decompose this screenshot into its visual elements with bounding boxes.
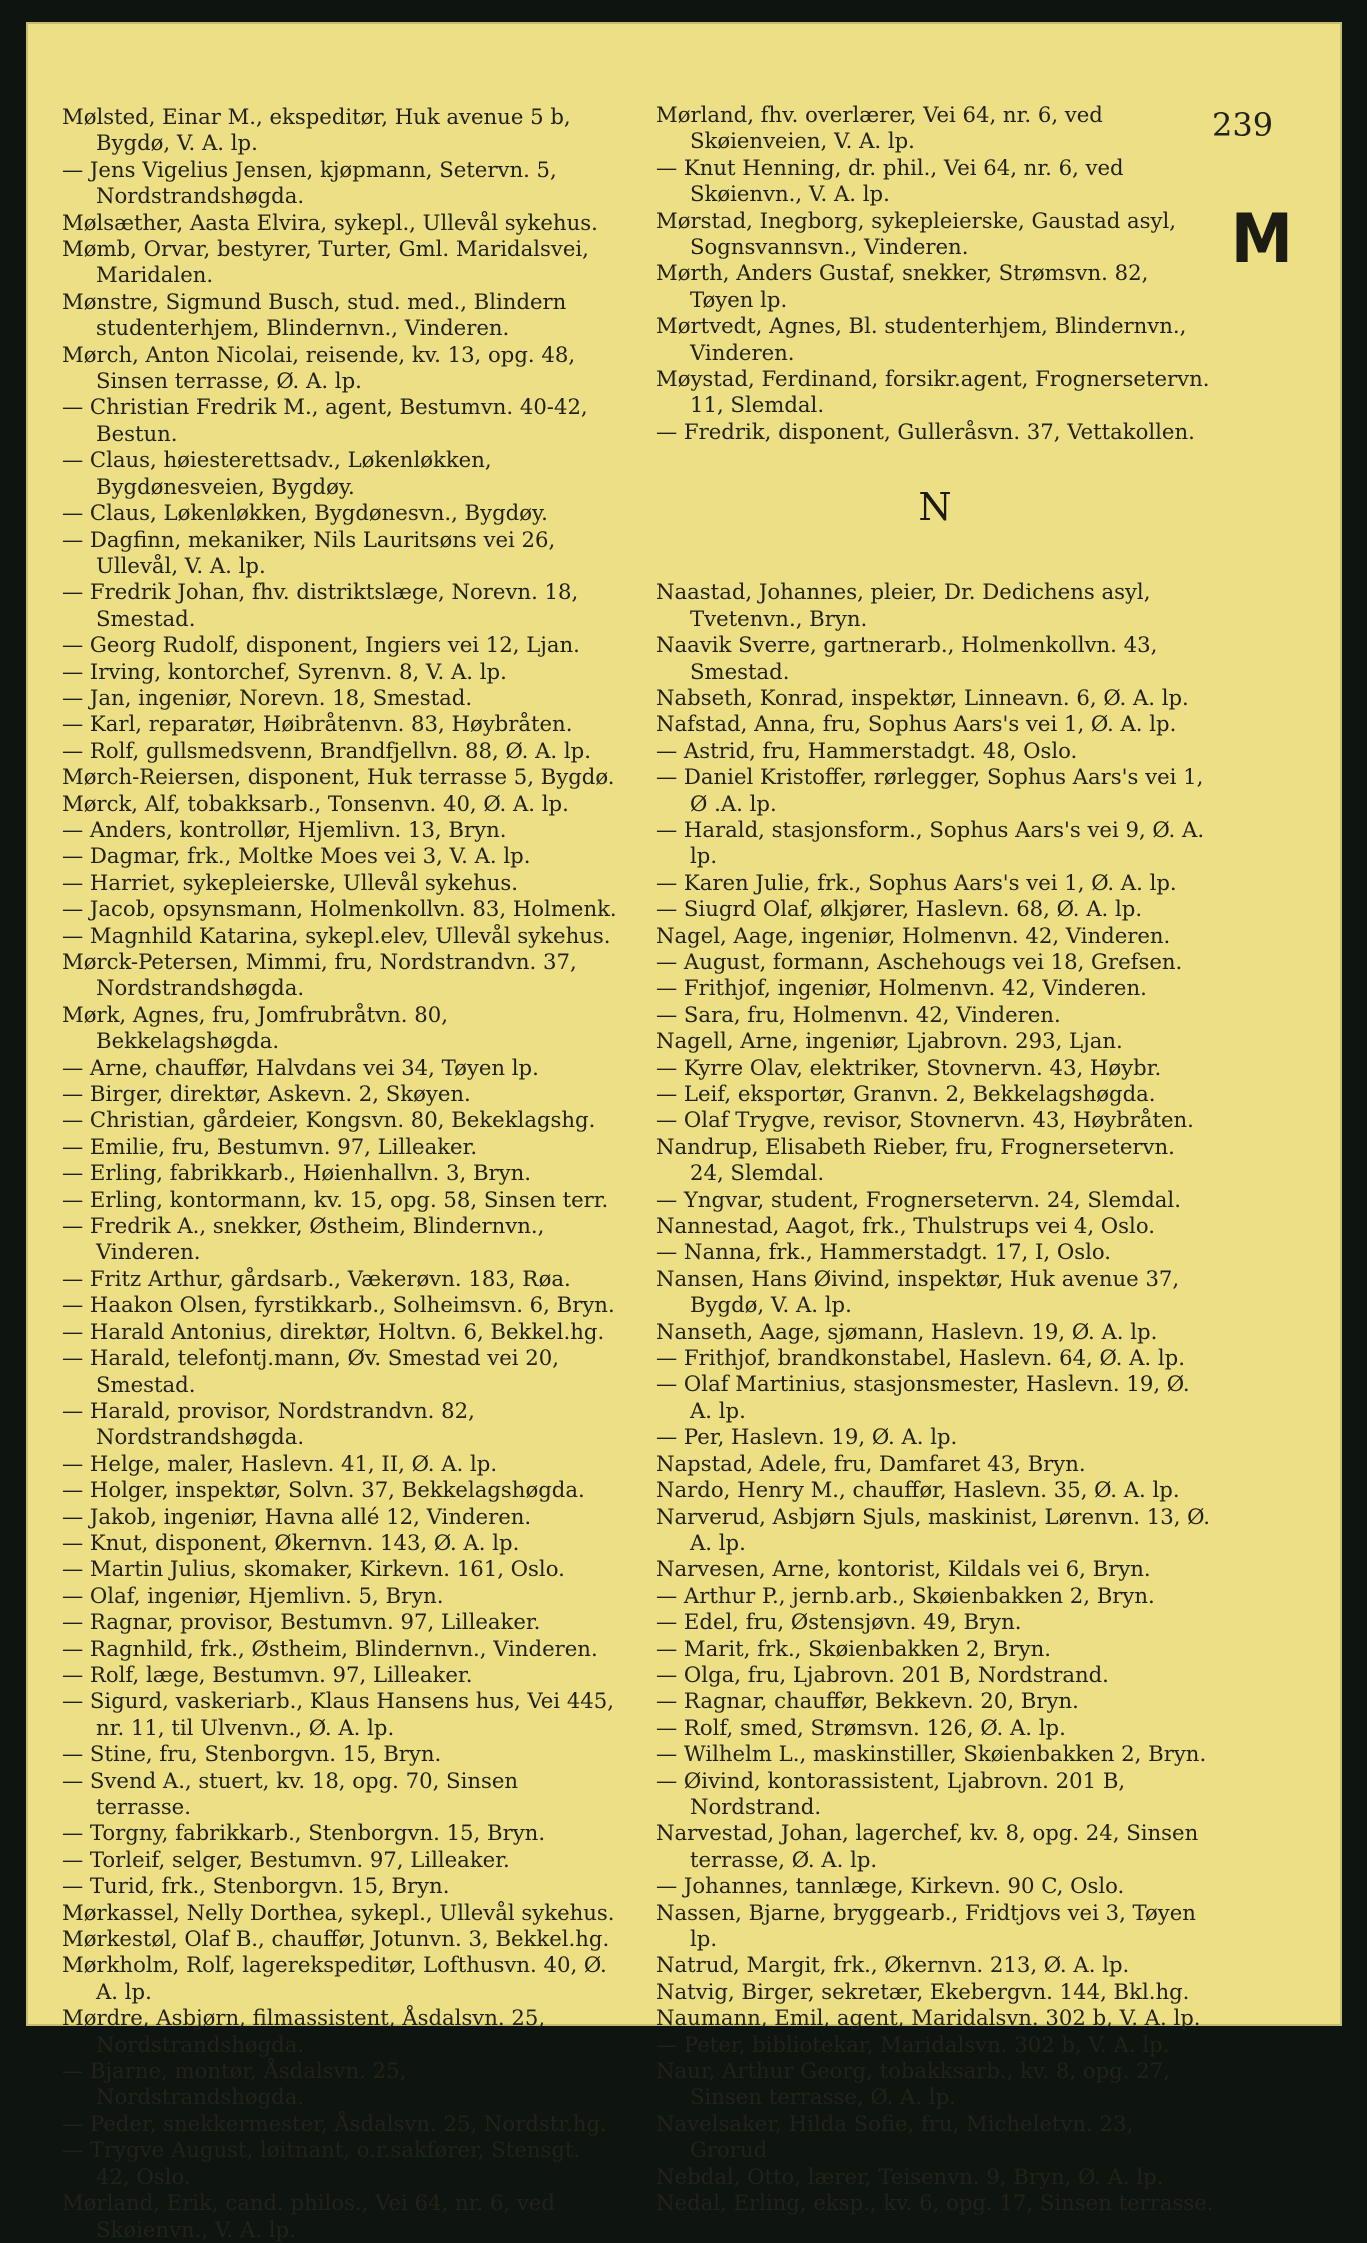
directory-entry: — Fredrik A., snekker, Østheim, Blindernvn., Vinderen. (62, 1213, 545, 1265)
directory-entry: — Leif, eksportør, Granvn. 2, Bekkelagshøgda. (656, 1081, 1156, 1106)
directory-entry: Mørch, Anton Nicolai, reisende, kv. 13, opg. 48, Sinsen terrasse, Ø. A. lp. (62, 341, 576, 394)
directory-entry: — Johannes, tannlæge, Kirkevn. 90 C, Oslo. (656, 1873, 1125, 1899)
directory-entry: Naumann, Emil, agent, Maridalsvn. 302 b, V. A. lp. (656, 2005, 1201, 2031)
directory-entry: — Erling, kontormann, kv. 15, opg. 58, Sinsen terr. (62, 1186, 609, 1212)
directory-entry: — Arne, chauffør, Halvdans vei 34, Tøyen lp. (62, 1054, 539, 1080)
directory-entry: Narverud, Asbjørn Sjuls, maskinist, Lørenvn. 13, Ø. A. lp. (656, 1503, 1211, 1555)
directory-entry: — Anders, kontrollør, Hjemlivn. 13, Bryn. (62, 816, 507, 842)
directory-entry: — Marit, frk., Skøienbakken 2, Bryn. (656, 1635, 1052, 1661)
directory-entry: Mørdre, Asbjørn, filmassistent, Åsdalsvn. 25, Nordstrandshøgda. (62, 2005, 546, 2057)
directory-entry: — Svend A., stuert, kv. 18, opg. 70, Sinsen terrasse. (62, 1767, 519, 1819)
directory-entry: — Fritz Arthur, gårdsarb., Vækerøvn. 183, Røa. (62, 1265, 571, 1291)
directory-entry: — Nanna, frk., Hammerstadgt. 17, I, Oslo. (656, 1239, 1111, 1265)
directory-entry: Mørth, Anders Gustaf, snekker, Strømsvn. 82, Tøyen lp. (656, 260, 1149, 312)
directory-entry: — Frithjof, ingeniør, Holmenvn. 42, Vinderen. (656, 975, 1147, 1001)
directory-entry: — Erling, fabrikkarb., Høienhallvn. 3, Bryn. (62, 1160, 532, 1186)
directory-entry: Narvestad, Johan, lagerchef, kv. 8, opg. 24, Sinsen terrasse, Ø. A. lp. (656, 1820, 1199, 1872)
directory-entry: Mørck, Alf, tobakksarb., Tonsenvn. 40, Ø. A. lp. (62, 790, 569, 816)
directory-entry: Natrud, Margit, frk., Økernvn. 213, Ø. A. lp. (656, 1952, 1130, 1978)
directory-entry: — Fredrik, disponent, Gulleråsvn. 37, Vettakollen. (656, 418, 1195, 444)
directory-entry: Mørk, Agnes, fru, Jomfrubråtvn. 80, Bekkelagshøgda. (62, 1001, 448, 1054)
directory-entry: Nafstad, Anna, fru, Sophus Aars's vei 1, Ø. A. lp. (656, 711, 1177, 737)
directory-entry: — Sigurd, vaskeriarb., Klaus Hansens hus, Vei 445, nr. 11, til Ulvenvn., Ø. A. lp. (62, 1688, 614, 1740)
directory-entry: — Georg Rudolf, disponent, Ingiers vei 12, Ljan. (62, 632, 580, 658)
directory-entry: — Torgny, fabrikkarb., Stenborgvn. 15, Bryn. (62, 1820, 546, 1846)
directory-entry: Mønstre, Sigmund Busch, stud. med., Blindern studenterhjem, Blindernvn., Vinderen. (62, 288, 567, 341)
directory-entry: — Harald Antonius, direktør, Holtvn. 6, Bekkel.hg. (62, 1318, 605, 1344)
directory-entry: Mørland, Erik, cand. philos., Vei 64, nr. 6, ved Skøienvn., V. A. lp. (62, 2190, 555, 2242)
right-column-m-entries (656, 102, 1214, 445)
directory-entry: Nassen, Bjarne, bryggearb., Fridtjovs vei 3, Tøyen lp. (656, 1899, 1196, 1951)
directory-entry: — Øivind, kontorassistent, Ljabrovn. 201 B, Nordstrand. (656, 1767, 1126, 1819)
directory-entry: — Christian Fredrik M., agent, Bestumvn. 40-42, Bestun. (62, 394, 588, 446)
directory-entry: — Rolf, læge, Bestumvn. 97, Lilleaker. (62, 1661, 473, 1687)
directory-entry: Navelsaker, Hilda Sofie, fru, Micheletvn. 23, Grorud (656, 2110, 1134, 2163)
directory-entry: Mølsæther, Aasta Elvira, sykepl., Ullevål sykehus. (62, 209, 598, 235)
directory-entry: Mørkassel, Nelly Dorthea, sykepl., Ullevål sykehus. (62, 1899, 615, 1925)
directory-entry: — Holger, inspektør, Solvn. 37, Bekkelagshøgda. (62, 1477, 585, 1503)
directory-entry: — Magnhild Katarina, sykepl.elev, Ullevål sykehus. (62, 922, 611, 948)
directory-entry: Nebdal, Otto, lærer, Teisenvn. 9, Bryn, Ø. A. lp. (656, 2163, 1164, 2189)
directory-entry: Mørstad, Inegborg, sykepleierske, Gaustad asyl, Sognsvannsvn., Vinderen. (656, 207, 1176, 260)
directory-entry: — Rolf, gullsmedsvenn, Brandfjellvn. 88, Ø. A. lp. (62, 737, 591, 763)
directory-entry: Naur, Arthur Georg, tobakksarb., kv. 8, opg. 27, Sinsen terrasse, Ø. A. lp. (656, 2058, 1170, 2110)
directory-entry: — Wilhelm L., maskinstiller, Skøienbakken 2, Bryn. (656, 1741, 1207, 1767)
directory-entry: — Knut, disponent, Økernvn. 143, Ø. A. lp. (62, 1529, 520, 1555)
directory-entry: Natvig, Birger, sekretær, Ekebergvn. 144, Bkl.hg. (656, 1978, 1190, 2004)
directory-page (26, 22, 1342, 2242)
right-column-n-entries (656, 579, 1214, 2216)
directory-entry: — Olaf Martinius, stasjonsmester, Haslevn. 19, Ø. A. lp. (656, 1371, 1190, 1423)
directory-entry: — Ragnhild, frk., Østheim, Blindernvn., Vinderen. (62, 1635, 598, 1661)
directory-entry: — Martin Julius, skomaker, Kirkevn. 161, Oslo. (62, 1556, 565, 1582)
directory-entry: Mørland, fhv. overlærer, Vei 64, nr. 6, ved Skøienveien, V. A. lp. (656, 102, 1103, 154)
directory-entry: — Jan, ingeniør, Norevn. 18, Smestad. (62, 684, 473, 710)
directory-entry: — Harald, telefontj.mann, Øv. Smestad vei 20, Smestad. (62, 1345, 559, 1397)
directory-entry: Mørkholm, Rolf, lagerekspeditør, Lofthusvn. 40, Ø. A. lp. (62, 1952, 607, 2004)
directory-entry: Mømb, Orvar, bestyrer, Turter, Gml. Maridalsvei, Maridalen. (62, 236, 589, 288)
directory-entry: Naavik Sverre, gartnerarb., Holmenkollvn. 43, Smestad. (656, 632, 1158, 684)
directory-entry: Narvesen, Arne, kontorist, Kildals vei 6, Bryn. (656, 1556, 1151, 1582)
directory-entry: — Stine, fru, Stenborgvn. 15, Bryn. (62, 1741, 442, 1767)
section-letter-n: N (918, 485, 952, 530)
directory-entry: Nardo, Henry M., chauffør, Haslevn. 35, Ø. A. lp. (656, 1477, 1180, 1503)
directory-entry: — Claus, Løkenløkken, Bygdønesvn., Bygdøy. (62, 500, 548, 526)
directory-entry: — Jacob, opsynsmann, Holmenkollvn. 83, Holmenk. (62, 896, 617, 922)
directory-entry: — Claus, høiesterettsadv., Løkenløkken, Bygdønesveien, Bygdøy. (62, 447, 492, 499)
directory-entry: Møystad, Ferdinand, forsikr.agent, Frognersetervn. 11, Slemdal. (656, 366, 1210, 418)
directory-entry: Nagell, Arne, ingeniør, Ljabrovn. 293, Ljan. (656, 1028, 1123, 1054)
directory-entry: — Trygve August, løitnant, o.r.sakfører, Stensgt. 42, Oslo. (62, 2137, 581, 2189)
directory-entry: — Kyrre Olav, elektriker, Stovnervn. 43, Høybr. (656, 1054, 1162, 1080)
directory-entry: Mørkestøl, Olaf B., chauffør, Jotunvn. 3, Bekkel.hg. (62, 1926, 610, 1952)
directory-entry: Mølsted, Einar M., ekspeditør, Huk avenue 5 b, Bygdø, V. A. lp. (62, 104, 571, 156)
directory-entry: Napstad, Adele, fru, Damfaret 43, Bryn. (656, 1450, 1086, 1476)
directory-entry: — Fredrik Johan, fhv. distriktslæge, Norevn. 18, Smestad. (62, 579, 579, 631)
directory-entry: — Haakon Olsen, fyrstikkarb., Solheimsvn. 6, Bryn. (62, 1292, 615, 1318)
directory-entry: — Sara, fru, Holmenvn. 42, Vinderen. (656, 1001, 1061, 1027)
directory-entry: Nanseth, Aage, sjømann, Haslevn. 19, Ø. A. lp. (656, 1318, 1158, 1344)
directory-entry: — Olaf, ingeniør, Hjemlivn. 5, Bryn. (62, 1582, 444, 1608)
directory-entry: — Astrid, fru, Hammerstadgt. 48, Oslo. (656, 737, 1078, 763)
directory-entry: Naastad, Johannes, pleier, Dr. Dedichens asyl, Tvetenvn., Bryn. (656, 579, 1151, 631)
directory-entry: — Helge, maler, Haslevn. 41, II, Ø. A. lp. (62, 1450, 498, 1476)
directory-entry: — Arthur P., jernb.arb., Skøienbakken 2, Bryn. (656, 1582, 1155, 1608)
directory-entry: Mørck-Petersen, Mimmi, fru, Nordstrandvn. 37, Nordstrandshøgda. (62, 949, 577, 1001)
directory-entry: — Dagmar, frk., Moltke Moes vei 3, V. A. lp. (62, 843, 531, 869)
directory-entry: Mørtvedt, Agnes, Bl. studenterhjem, Blindernvn., Vinderen. (656, 313, 1187, 365)
left-column (62, 104, 617, 2243)
directory-entry: — Frithjof, brandkonstabel, Haslevn. 64, Ø. A. lp. (656, 1345, 1185, 1371)
directory-entry: Nannestad, Aagot, frk., Thulstrups vei 4, Oslo. (656, 1213, 1155, 1239)
directory-entry: — Per, Haslevn. 19, Ø. A. lp. (656, 1424, 958, 1450)
directory-entry: — Dagfinn, mekaniker, Nils Lauritsøns vei 26, Ullevål, V. A. lp. (62, 526, 556, 578)
directory-entry: — Emilie, fru, Bestumvn. 97, Lilleaker. (62, 1133, 478, 1159)
directory-entry: — Jakob, ingeniør, Havna allé 12, Vinderen. (62, 1503, 532, 1529)
directory-entry: Nabseth, Konrad, inspektør, Linneavn. 6, Ø. A. lp. (656, 684, 1189, 710)
directory-entry: — Peder, snekkermester, Åsdalsvn. 25, Nordstr.hg. (62, 2110, 607, 2136)
directory-entry: — Christian, gårdeier, Kongsvn. 80, Bekeklagshg. (62, 1107, 596, 1133)
directory-entry: — Birger, direktør, Askevn. 2, Skøyen. (62, 1081, 471, 1107)
directory-entry: — Turid, frk., Stenborgvn. 15, Bryn. (62, 1873, 450, 1899)
directory-entry: — Edel, fru, Østensjøvn. 49, Bryn. (656, 1609, 1022, 1635)
section-letter-m: M (1230, 200, 1293, 279)
directory-entry: — Karl, reparatør, Høibråtenvn. 83, Høybråten. (62, 711, 573, 737)
directory-entry: Nedal, Erling, eksp., kv. 6, opg. 17, Sinsen terrasse. (656, 2190, 1214, 2216)
directory-entry: — Yngvar, student, Frognersetervn. 24, Slemdal. (656, 1186, 1181, 1212)
directory-entry: Nansen, Hans Øivind, inspektør, Huk avenue 37, Bygdø, V. A. lp. (656, 1265, 1180, 1318)
directory-entry: — Daniel Kristoffer, rørlegger, Sophus Aars's vei 1, Ø .A. lp. (656, 764, 1204, 816)
directory-entry: — Karen Julie, frk., Sophus Aars's vei 1, Ø. A. lp. (656, 869, 1177, 895)
directory-entry: — Olaf Trygve, revisor, Stovnervn. 43, Høybråten. (656, 1107, 1194, 1133)
directory-entry: — Ragnar, provisor, Bestumvn. 97, Lilleaker. (62, 1609, 541, 1635)
directory-entry: — Rolf, smed, Strømsvn. 126, Ø. A. lp. (656, 1714, 1066, 1740)
directory-entry: — Knut Henning, dr. phil., Vei 64, nr. 6, ved Skøienvn., V. A. lp. (656, 154, 1124, 207)
directory-entry: — Irving, kontorchef, Syrenvn. 8, V. A. lp. (62, 658, 507, 684)
directory-entry: Mørch-Reiersen, disponent, Huk terrasse 5, Bygdø. (62, 764, 615, 790)
directory-entry: — August, formann, Aschehougs vei 18, Grefsen. (656, 948, 1183, 974)
directory-entry: — Ragnar, chauffør, Bekkevn. 20, Bryn. (656, 1688, 1079, 1714)
directory-entry: — Siugrd Olaf, ølkjører, Haslevn. 68, Ø. A. lp. (656, 896, 1143, 922)
directory-entry: — Bjarne, montør, Åsdalsvn. 25, Nordstrandshøgda. (62, 2058, 407, 2110)
directory-entry: — Jens Vigelius Jensen, kjøpmann, Setervn. 5, Nordstrandshøgda. (62, 156, 557, 209)
directory-entry: — Harriet, sykepleierske, Ullevål sykehus. (62, 869, 519, 895)
right-column (656, 102, 1214, 2216)
directory-entry: — Peter, bibliotekar, Maridalsvn. 302 b, V. A. lp. (656, 2031, 1170, 2057)
page-number: 239 (1212, 106, 1274, 144)
directory-entry: — Harald, provisor, Nordstrandvn. 82, Nordstrandshøgda. (62, 1397, 475, 1450)
directory-entry: — Torleif, selger, Bestumvn. 97, Lilleaker. (62, 1846, 510, 1872)
directory-entry: — Harald, stasjonsform., Sophus Aars's vei 9, Ø. A. lp. (656, 816, 1205, 869)
directory-entry: — Olga, fru, Ljabrovn. 201 B, Nordstrand. (656, 1661, 1109, 1687)
directory-entry: Nagel, Aage, ingeniør, Holmenvn. 42, Vinderen. (656, 922, 1171, 948)
directory-entry: Nandrup, Elisabeth Rieber, fru, Frognersetervn. 24, Slemdal. (656, 1133, 1175, 1186)
